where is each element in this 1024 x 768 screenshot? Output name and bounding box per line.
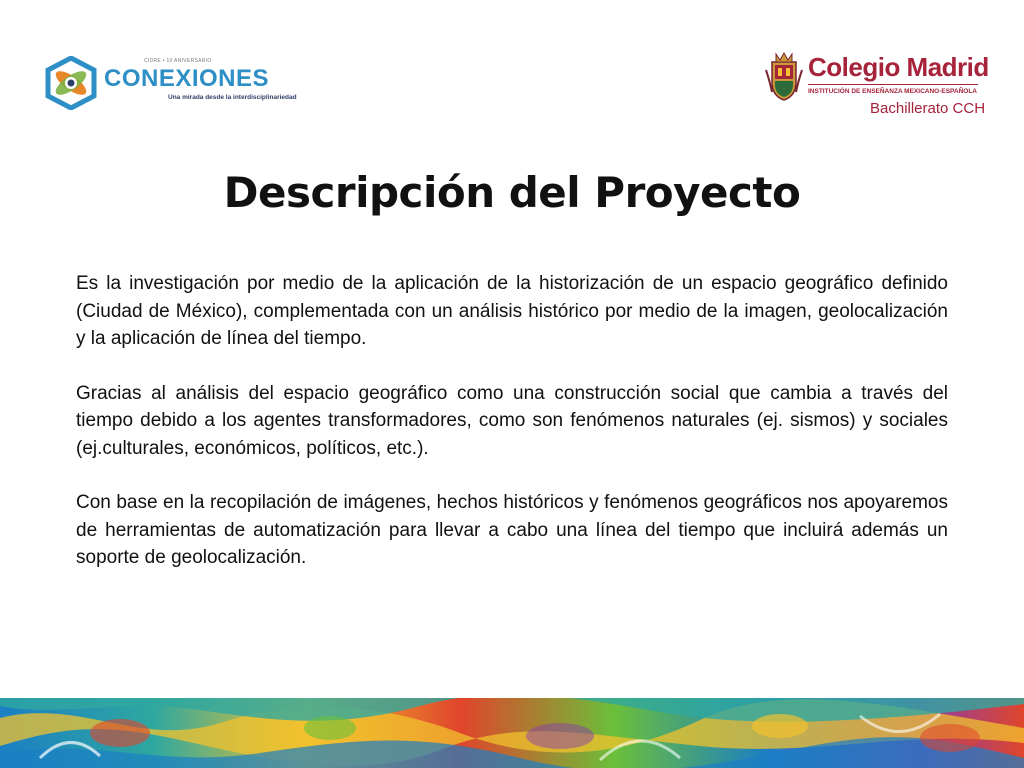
colegio-madrid-logo [764,50,989,122]
paragraph-3: Con base en la recopilación de imágenes, hechos históricos y fenómenos geográficos nos apoyaremos de herramientas de automatización para llevar a cabo una línea del tiempo que incluirá además un soporte de geolocalización. [76,492,948,568]
decorative-painted-band [0,698,1024,768]
school-name: Colegio Madrid [808,52,989,82]
conexiones-emblem-icon [40,56,102,110]
slide-body [76,270,948,599]
paragraph-1: Es la investigación por medio de la aplicación de la historización de un espacio geográfico definido (Ciudad de México), complementada con un análisis histórico por medio de la imagen, geolocalización y la aplicación de línea del tiempo. [76,273,948,349]
logo-wordmark: CONEXIONES [104,65,270,92]
school-subtitle: INSTITUCIÓN DE ENSEÑANZA MEXICANO-ESPAÑOLA [808,88,978,95]
coat-of-arms-icon [764,52,804,102]
slide-title: Descripción del Proyecto [223,168,801,217]
conexiones-logo [40,52,297,114]
logo-small-text: CIDRE • 10 ANIVERSARIO [144,58,212,64]
logo-divider [808,84,978,85]
logo-tagline: Una mirada desde la interdisciplinariedad [168,94,297,101]
paragraph-2: Gracias al análisis del espacio geográfico como una construcción social que cambia a través del tiempo debido a los agentes transformadores, como son fenómenos naturales (ej. sismos) y sociales (ej.culturales, económicos, políticos, etc.). [76,382,948,459]
school-division: Bachillerato CCH [870,100,986,117]
